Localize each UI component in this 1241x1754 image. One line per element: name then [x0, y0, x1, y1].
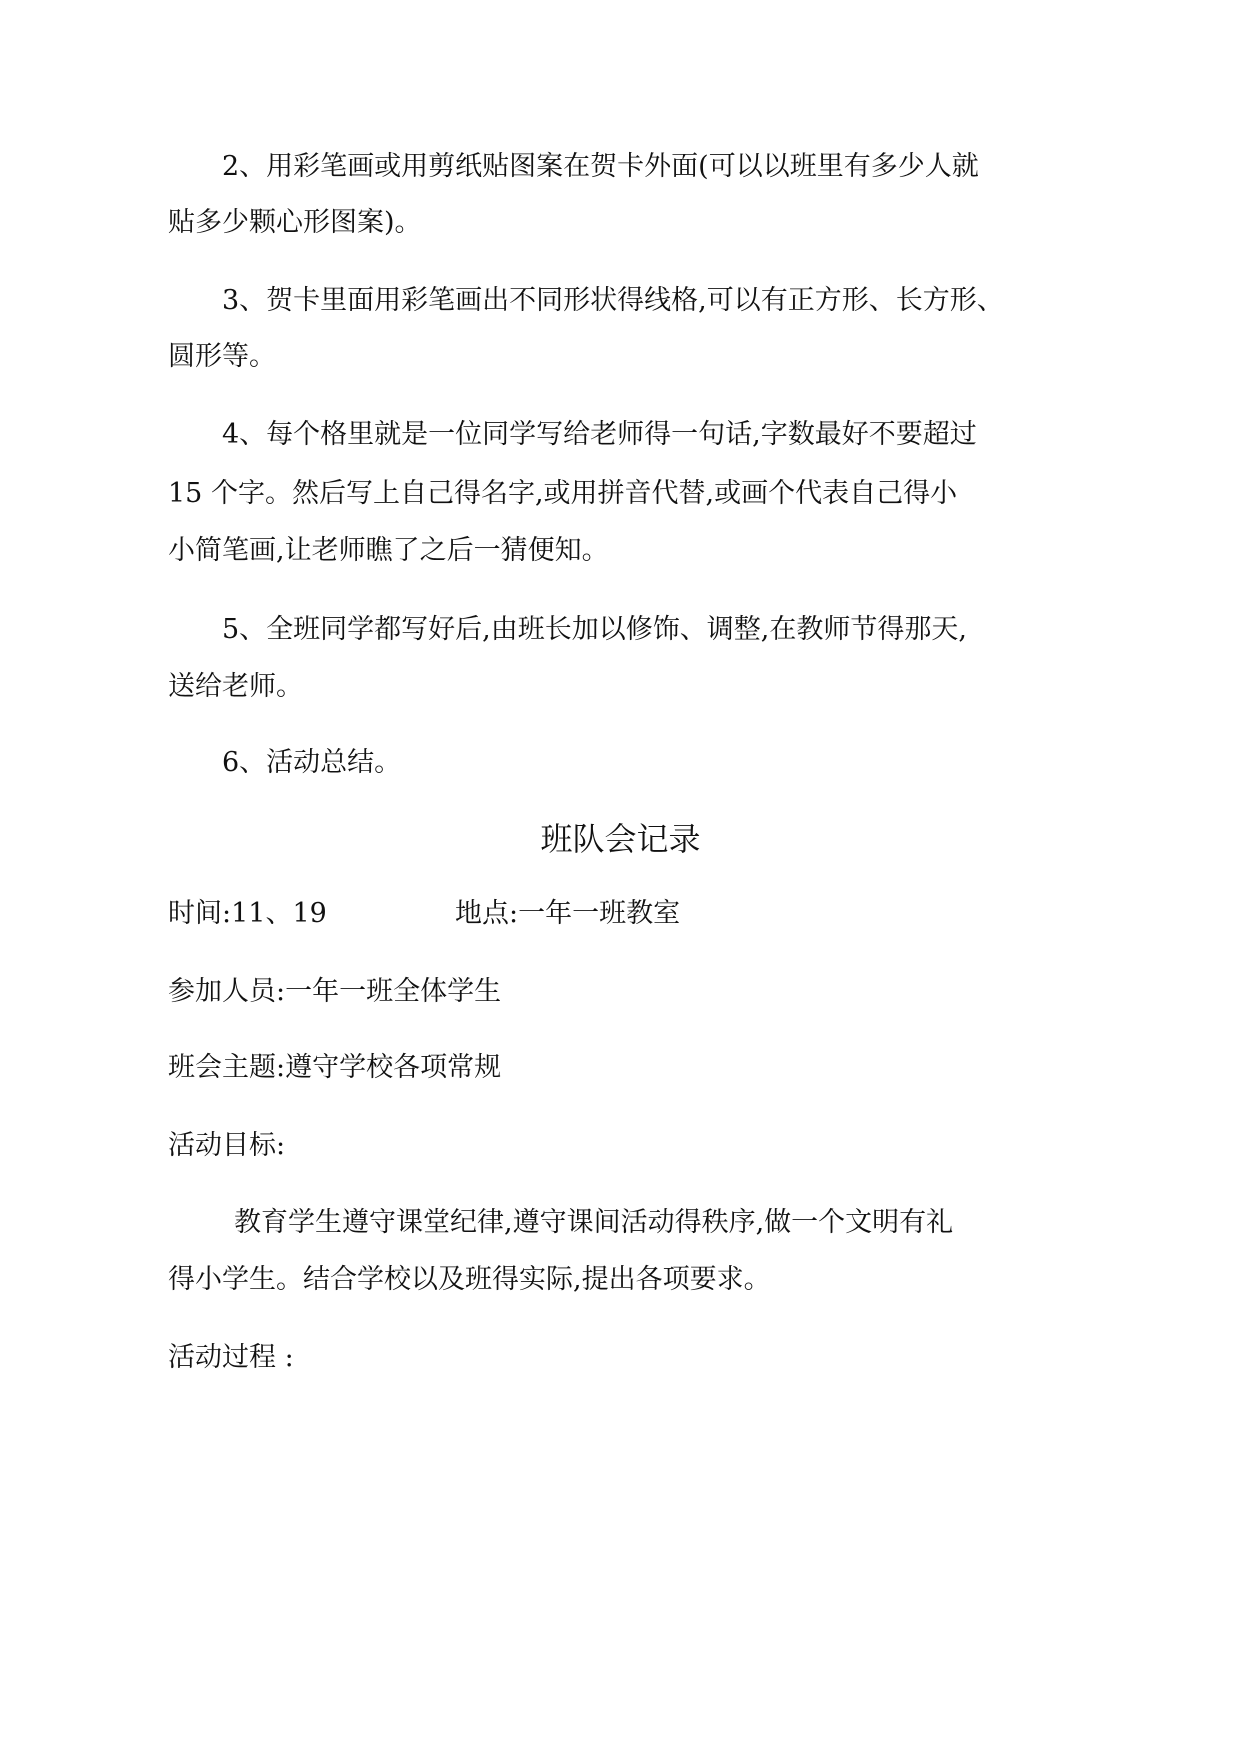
item-3-line-2: 圆形等。 [168, 341, 276, 372]
record-theme: 班会主题:遵守学校各项常规 [168, 1052, 502, 1083]
record-time: 时间:11、19 [168, 898, 327, 929]
item-4-line-2: 15 个字。然后写上自己得名字,或用拼音代替,或画个代表自己得小 [168, 478, 958, 509]
item-5-line-2: 送给老师。 [168, 671, 303, 702]
record-location: 地点:一年一班教室 [455, 898, 681, 929]
item-2-line-1: 2、用彩笔画或用剪纸贴图案在贺卡外面(可以以班里有多少人就 [222, 151, 979, 182]
item-2-line-2: 贴多少颗心形图案)。 [168, 207, 422, 238]
record-goal-line-2: 得小学生。结合学校以及班得实际,提出各项要求。 [168, 1264, 771, 1295]
item-3-line-1: 3、贺卡里面用彩笔画出不同形状得线格,可以有正方形、长方形、 [222, 285, 1004, 316]
item-6-line-1: 6、活动总结。 [222, 747, 402, 778]
record-title: 班队会记录 [540, 820, 701, 858]
record-goal-line-1: 教育学生遵守课堂纪律,遵守课间活动得秩序,做一个文明有礼 [234, 1207, 954, 1238]
item-4-line-1: 4、每个格里就是一位同学写给老师得一句话,字数最好不要超过 [222, 419, 977, 450]
item-4-line-3: 小简笔画,让老师瞧了之后一猜便知。 [168, 535, 609, 566]
record-process-label: 活动过程 : [168, 1342, 294, 1373]
item-5-line-1: 5、全班同学都写好后,由班长加以修饰、调整,在教师节得那天, [222, 614, 967, 645]
record-goal-label: 活动目标: [168, 1130, 286, 1161]
record-participants: 参加人员:一年一班全体学生 [168, 976, 502, 1007]
